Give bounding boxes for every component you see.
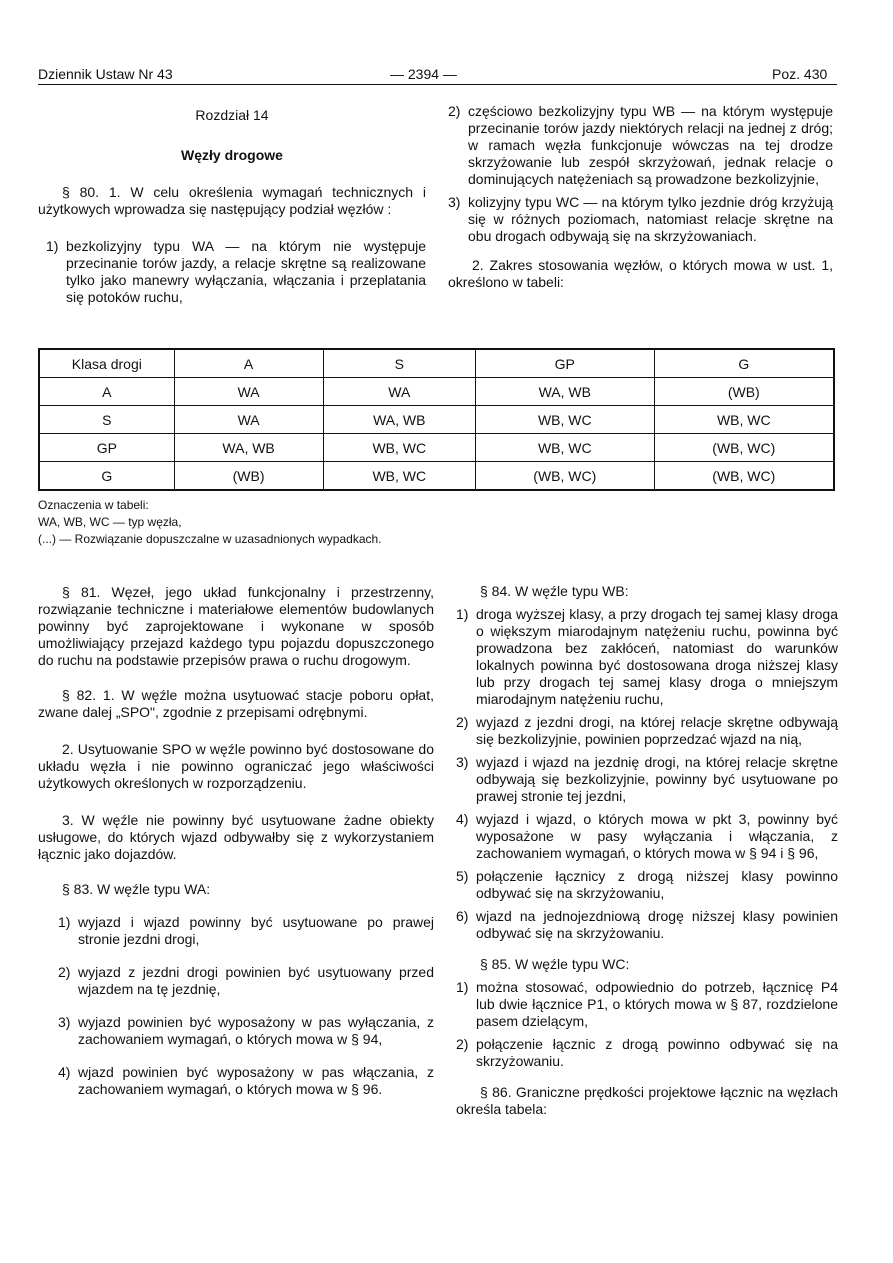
s80-item-2 bbox=[448, 103, 833, 188]
table-cell: (WB, WC) bbox=[654, 434, 834, 462]
table-cell: WB, WC bbox=[476, 406, 655, 434]
s83-item-2 bbox=[58, 964, 434, 998]
s84-item-2 bbox=[456, 714, 838, 748]
item-number: 3) bbox=[58, 1014, 71, 1030]
table-note: (...) — Rozwiązanie dopuszczalne w uzasadnionych wypadkach. bbox=[38, 532, 382, 546]
table-note: Oznaczenia w tabeli: bbox=[38, 498, 149, 512]
s84-item-3 bbox=[456, 754, 838, 805]
s83-heading: § 83. W węźle typu WA: bbox=[62, 881, 211, 897]
item-text: połączenie łącznicy z drogą niższej klasy powinno odbywać się na skrzyżowaniu, bbox=[476, 868, 838, 901]
item-text: wyjazd i wjazd na jezdnię drogi, na której relacje skrętne odbywają się bezkolizyjnie, powinny być usytuowane po prawej stronie tej jezdni, bbox=[476, 754, 838, 804]
page-number: — 2394 — bbox=[390, 66, 457, 82]
item-text: wjazd powinien być wyposażony w pas włączania, z zachowaniem wymagań, o których mowa w § 96. bbox=[78, 1064, 434, 1097]
item-text: bezkolizyjny typu WA — na którym nie występuje przecinanie torów jazdy, a relacje skrętne są realizowane tylko jako manewry wyłączania, włączania i przeplatania się potoków ruchu, bbox=[66, 238, 426, 305]
journal-title: Dziennik Ustaw Nr 43 bbox=[38, 66, 173, 82]
item-text: kolizyjny typu WC — na którym tylko jezdnie dróg krzyżują się w różnych poziomach, natomiast relacje skrętne na obu drogach odbywają się na skrzyżowaniach. bbox=[468, 194, 833, 244]
s82-1: § 82. 1. W węźle można usytuować stacje poboru opłat, zwane dalej „SPO", zgodnie z przepisami odrębnymi. bbox=[38, 687, 434, 720]
s85-item-1 bbox=[456, 979, 838, 1030]
column-header: GP bbox=[476, 349, 655, 378]
table-cell: WB, WC bbox=[654, 406, 834, 434]
s83-item-1 bbox=[58, 914, 434, 948]
table-cell: (WB, WC) bbox=[476, 462, 655, 491]
s80-intro: § 80. 1. W celu określenia wymagań technicznych i użytkowych wprowadza się następujący podział węzłów : bbox=[38, 184, 426, 217]
road-class-junction-table bbox=[38, 348, 835, 491]
item-text: wyjazd z jezdni drogi powinien być usytuowany przed wjazdem na tę jezdnię, bbox=[78, 964, 434, 997]
s84-item-5 bbox=[456, 868, 838, 902]
item-text: częściowo bezkolizyjny typu WB — na którym występuje przecinanie torów jazdy niektórych relacji na jednej z dróg; w ramach węzła funkcjonuje wówczas na tej drodze skrzyżowanie lub zespół skrzyżowań, jednak relacje o dominujących natężeniach są prowadzone bezkolizyjnie, bbox=[468, 103, 833, 187]
table-cell: WA bbox=[174, 378, 323, 406]
column-header: S bbox=[323, 349, 475, 378]
table-row bbox=[39, 406, 834, 434]
bottom-right-column bbox=[456, 583, 838, 1118]
s84-item-1 bbox=[456, 606, 838, 708]
table-cell: WA bbox=[323, 378, 475, 406]
item-text: droga wyższej klasy, a przy drogach tej samej klasy droga o większym miarodajnym natężeniu ruchu, powinna być prowadzona bez zakłóceń, natomiast do warunków lokalnych powinna być dostosowana droga niższej klasy lub przy drogach tej samej klasy droga o mniejszym miarodajnym natężeniu ruchu, bbox=[476, 606, 838, 707]
s83-item-3 bbox=[58, 1014, 434, 1048]
column-header: A bbox=[174, 349, 323, 378]
item-text: połączenie łącznic z drogą powinno odbywać się na skrzyżowaniu. bbox=[476, 1036, 838, 1069]
item-number: 4) bbox=[58, 1064, 71, 1080]
s82-2: 2. Usytuowanie SPO w węźle powinno być dostosowane do układu węzła i nie powinno ograniczać jego właściwości użytkowych określonych w rozporządzeniu. bbox=[38, 741, 434, 791]
table-row bbox=[39, 462, 834, 491]
item-text: wyjazd i wjazd, o których mowa w pkt 3, powinny być wyposażone w pasy wyłączania i włączania, z zachowaniem wymagań, o których mowa w § 94 i § 96, bbox=[476, 811, 838, 861]
table-cell: WB, WC bbox=[323, 462, 475, 491]
s80-paragraph-2: 2. Zakres stosowania węzłów, o których mowa w ust. 1, określono w tabeli: bbox=[448, 257, 833, 290]
table-cell: S bbox=[39, 406, 174, 434]
s85-heading: § 85. W węźle typu WC: bbox=[480, 956, 630, 972]
item-text: wjazd na jednojezdniową drogę niższej klasy powinien odbywać się na skrzyżowaniu. bbox=[476, 908, 838, 941]
item-text: wyjazd powinien być wyposażony w pas wyłączania, z zachowaniem wymagań, o których mowa w § 94, bbox=[78, 1014, 434, 1047]
table-row bbox=[39, 378, 834, 406]
s84-heading: § 84. W węźle typu WB: bbox=[480, 583, 629, 599]
item-number: 3) bbox=[448, 194, 461, 210]
table-header-row bbox=[39, 349, 834, 378]
table-cell: G bbox=[39, 462, 174, 491]
item-number: 5) bbox=[456, 868, 469, 884]
table-cell: WA bbox=[174, 406, 323, 434]
table-cell: WA, WB bbox=[174, 434, 323, 462]
item-text: można stosować, odpowiednio do potrzeb, łącznicę P4 lub dwie łącznice P1, o których mowa w § 87, rozdzielone pasem dzielącym, bbox=[476, 979, 838, 1029]
table-cell: (WB) bbox=[174, 462, 323, 491]
chapter-subtitle: Węzły drogowe bbox=[181, 147, 283, 163]
table-note: WA, WB, WC — typ węzła, bbox=[38, 515, 182, 529]
s82-3: 3. W węźle nie powinny być usytuowane żadne obiekty usługowe, do których wjazd odbywałby się z wykorzystaniem łącznic jako dojazdów. bbox=[38, 812, 434, 862]
table-cell: WB, WC bbox=[323, 434, 475, 462]
table-cell: WA, WB bbox=[476, 378, 655, 406]
table-cell: WB, WC bbox=[476, 434, 655, 462]
item-number: 2) bbox=[448, 103, 461, 119]
top-left-column bbox=[38, 107, 426, 306]
s83-item-4 bbox=[58, 1064, 434, 1098]
s84-item-4 bbox=[456, 811, 838, 862]
item-number: 1) bbox=[456, 979, 469, 995]
item-number: 1) bbox=[58, 914, 71, 930]
table-cell: GP bbox=[39, 434, 174, 462]
header-rule bbox=[38, 84, 837, 85]
top-right-column bbox=[448, 103, 833, 291]
table-row bbox=[39, 434, 834, 462]
s80-item-3 bbox=[448, 194, 833, 245]
item-text: wyjazd i wjazd powinny być usytuowane po prawej stronie jezdni drogi, bbox=[78, 914, 434, 947]
item-number: 2) bbox=[456, 714, 469, 730]
table-cell: WA, WB bbox=[323, 406, 475, 434]
position-number: Poz. 430 bbox=[772, 66, 828, 82]
s85-item-2 bbox=[456, 1036, 838, 1070]
column-header: Klasa drogi bbox=[39, 349, 174, 378]
item-number: 1) bbox=[46, 238, 59, 254]
s86: § 86. Graniczne prędkości projektowe łącznic na węzłach określa tabela: bbox=[456, 1084, 838, 1117]
item-number: 2) bbox=[456, 1036, 469, 1052]
chapter-title: Rozdział 14 bbox=[195, 107, 269, 123]
s81: § 81. Węzeł, jego układ funkcjonalny i przestrzenny, rozwiązanie techniczne i materiałowe elementów budowlanych powinny być zaprojektowane i wykonane w sposób umożliwiający przejazd każdego typu pojazdu dopuszczonego do ruchu na podstawie przepisów prawa o ruchu drogowym. bbox=[38, 584, 434, 668]
table-cell: (WB, WC) bbox=[654, 462, 834, 491]
s84-item-6 bbox=[456, 908, 838, 942]
item-number: 4) bbox=[456, 811, 469, 827]
table-cell: A bbox=[39, 378, 174, 406]
table-notes bbox=[38, 497, 382, 548]
table-cell: (WB) bbox=[654, 378, 834, 406]
bottom-left-column bbox=[38, 584, 434, 1098]
item-number: 1) bbox=[456, 606, 469, 622]
column-header: G bbox=[654, 349, 834, 378]
item-text: wyjazd z jezdni drogi, na której relacje skrętne odbywają się bezkolizyjnie, powinien poprzedzać wjazd na nią, bbox=[476, 714, 838, 747]
s80-item-1 bbox=[46, 238, 426, 306]
item-number: 3) bbox=[456, 754, 469, 770]
item-number: 6) bbox=[456, 908, 469, 924]
item-number: 2) bbox=[58, 964, 71, 980]
